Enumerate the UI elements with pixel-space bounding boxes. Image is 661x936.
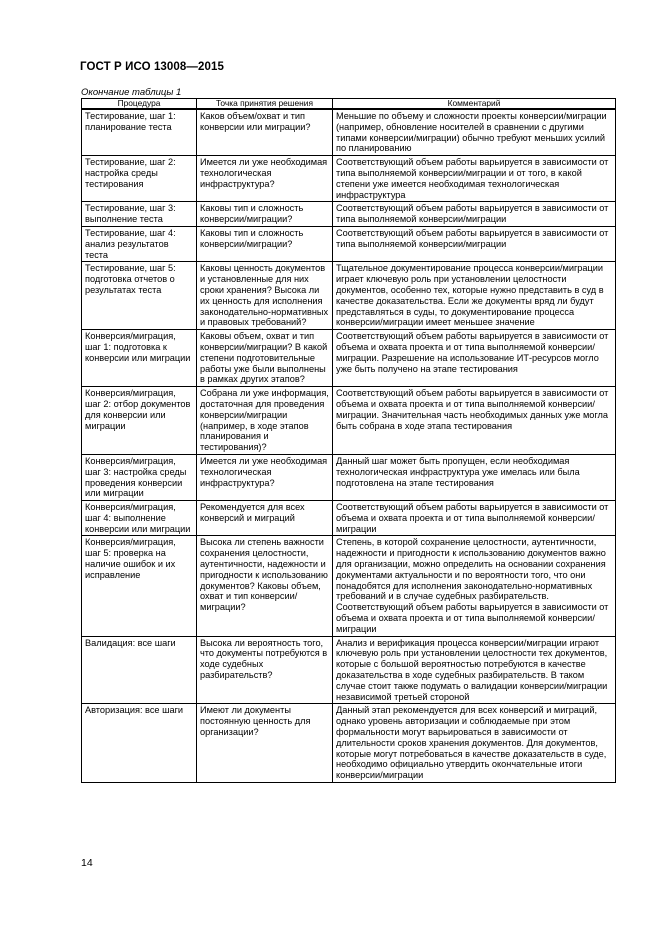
page-number: 14 bbox=[81, 857, 93, 869]
table-row bbox=[82, 704, 616, 783]
decision-cell: Каковы ценность документов и установленные для них сроки хранения? Высока ли их ценность для исполнения законодательно-нормативных и правовых требований? bbox=[197, 262, 333, 330]
comment-cell: Меньшие по объему и сложности проекты конверсии/миграции (например, обновление носителей в сравнении с другими типами конверсии/миграции) обычно требуют меньших усилий по планированию bbox=[333, 109, 616, 156]
column-header-comment: Комментарий bbox=[333, 99, 616, 110]
table-row bbox=[82, 387, 616, 455]
table-row bbox=[82, 536, 616, 636]
decision-cell: Каковы тип и сложность конверсии/миграции? bbox=[197, 202, 333, 227]
comment-cell: Соответствующий объем работы варьируется в зависимости от типа выполняемой конверсии/миграции bbox=[333, 202, 616, 227]
decision-cell: Имеют ли документы постоянную ценность для организации? bbox=[197, 704, 333, 783]
procedure-cell: Конверсия/миграция, шаг 3: настройка среды проведения конверсии или миграции bbox=[82, 454, 197, 500]
decision-cell: Имеется ли уже необходимая технологическая инфраструктура? bbox=[197, 454, 333, 500]
decision-cell: Каков объем/охват и тип конверсии или миграции? bbox=[197, 109, 333, 156]
comment-cell: Соответствующий объем работы варьируется в зависимости от объема и охвата проекта и от типа выполняемой конверсии/миграции. Разрешение на использование ИТ-ресурсов могло уже быть получено на этапе тестирования bbox=[333, 330, 616, 387]
table-row bbox=[82, 109, 616, 156]
procedure-cell: Тестирование, шаг 3: выполнение теста bbox=[82, 202, 197, 227]
procedure-cell: Конверсия/миграция, шаг 2: отбор документов для конверсии или миграции bbox=[82, 387, 197, 455]
comment-cell: Анализ и верификация процесса конверсии/миграции играют ключевую роль при установлении целостности тех документов, которые с большой вероятностью потребуются в качестве доказательства в ходе судебных разбирательств. В таком случае стоит также подумать о валидации конверсии/миграции независимой третьей стороной bbox=[333, 636, 616, 704]
decision-cell: Высока ли степень важности сохранения целостности, аутентичности, надежности и пригодности к использованию документов? Каковы объем, охват и тип конверсии/миграции? bbox=[197, 536, 333, 636]
procedure-cell: Тестирование, шаг 1: планирование теста bbox=[82, 109, 197, 156]
procedure-cell: Авторизация: все шаги bbox=[82, 704, 197, 783]
table-row bbox=[82, 262, 616, 330]
table-header-row bbox=[82, 99, 616, 110]
procedure-cell: Валидация: все шаги bbox=[82, 636, 197, 704]
procedures-table bbox=[81, 98, 616, 783]
decision-cell: Имеется ли уже необходимая технологическая инфраструктура? bbox=[197, 156, 333, 202]
column-header-decision-point: Точка принятия решения bbox=[197, 99, 333, 110]
table-row bbox=[82, 636, 616, 704]
procedure-cell: Конверсия/миграция, шаг 5: проверка на наличие ошибок и их исправление bbox=[82, 536, 197, 636]
table-caption: Окончание таблицы 1 bbox=[81, 87, 182, 98]
comment-cell: Тщательное документирование процесса конверсии/миграции играет ключевую роль при установлении целостности документов, особенно тех, которые нужно представить в суд в качестве доказательства. Если же документы вряд ли будут представляться в суды, то документирование процесса конверсии/миграции имеет меньшее значение bbox=[333, 262, 616, 330]
table-row bbox=[82, 501, 616, 536]
procedure-cell: Конверсия/миграция, шаг 1: подготовка к конверсии или миграции bbox=[82, 330, 197, 387]
document-header: ГОСТ Р ИСО 13008—2015 bbox=[80, 61, 225, 73]
procedure-cell: Конверсия/миграция, шаг 4: выполнение конверсии или миграции bbox=[82, 501, 197, 536]
comment-cell: Соответствующий объем работы варьируется в зависимости от объема и охвата проекта и от типа выполняемой конверсии/миграции. Значительная часть необходимых данных уже могла быть собрана в ходе этапа тестирования bbox=[333, 387, 616, 455]
decision-cell: Каковы тип и сложность конверсии/миграции? bbox=[197, 226, 333, 261]
comment-cell: Соответствующий объем работы варьируется в зависимости от типа выполняемой конверсии/миграции и от того, в какой степени уже имеется необходимая технологическая инфраструктура bbox=[333, 156, 616, 202]
procedure-cell: Тестирование, шаг 5: подготовка отчетов о результатах теста bbox=[82, 262, 197, 330]
decision-cell: Рекомендуется для всех конверсий и миграций bbox=[197, 501, 333, 536]
table-row bbox=[82, 454, 616, 500]
comment-cell: Данный этап рекомендуется для всех конверсий и миграций, однако уровень авторизации и соблюдаемые при этом формальности могут варьироваться в зависимости от длительности сроков хранения документов. Для документов, которые могут потребоваться в качестве доказательств в суде, необходимо официально утвердить окончательные итоги конверсии/миграции bbox=[333, 704, 616, 783]
decision-cell: Каковы объем, охват и тип конверсии/миграции? В какой степени подготовительные работы уже были выполнены в рамках других этапов? bbox=[197, 330, 333, 387]
table-row bbox=[82, 330, 616, 387]
table-row bbox=[82, 202, 616, 227]
comment-cell: Степень, в которой сохранение целостности, аутентичности, надежности и пригодности к использованию документов важно для организации, можно определить на основании сохранения документами актуальности и по вероятности того, что они понадобятся для исполнения законодательно-нормативных требований и в случае судебных разбирательств. Соответствующий объем работы варьируется в зависимости от объема и охвата проекта и от типа выполняемой конверсии/миграции bbox=[333, 536, 616, 636]
procedure-cell: Тестирование, шаг 2: настройка среды тестирования bbox=[82, 156, 197, 202]
procedure-cell: Тестирование, шаг 4: анализ результатов теста bbox=[82, 226, 197, 261]
comment-cell: Соответствующий объем работы варьируется в зависимости от типа выполняемой конверсии/миграции bbox=[333, 226, 616, 261]
decision-cell: Собрана ли уже информация, достаточная для проведения конверсии/миграции (например, в ходе этапов планирования и тестирования)? bbox=[197, 387, 333, 455]
comment-cell: Данный шаг может быть пропущен, если необходимая технологическая инфраструктура уже имелась или была подготовлена на этапе тестирования bbox=[333, 454, 616, 500]
table-row bbox=[82, 156, 616, 202]
comment-cell: Соответствующий объем работы варьируется в зависимости от объема и охвата проекта и от типа выполняемой конверсии/миграции bbox=[333, 501, 616, 536]
column-header-procedure: Процедура bbox=[82, 99, 197, 110]
decision-cell: Высока ли вероятность того, что документы потребуются в ходе судебных разбирательств? bbox=[197, 636, 333, 704]
table-row bbox=[82, 226, 616, 261]
